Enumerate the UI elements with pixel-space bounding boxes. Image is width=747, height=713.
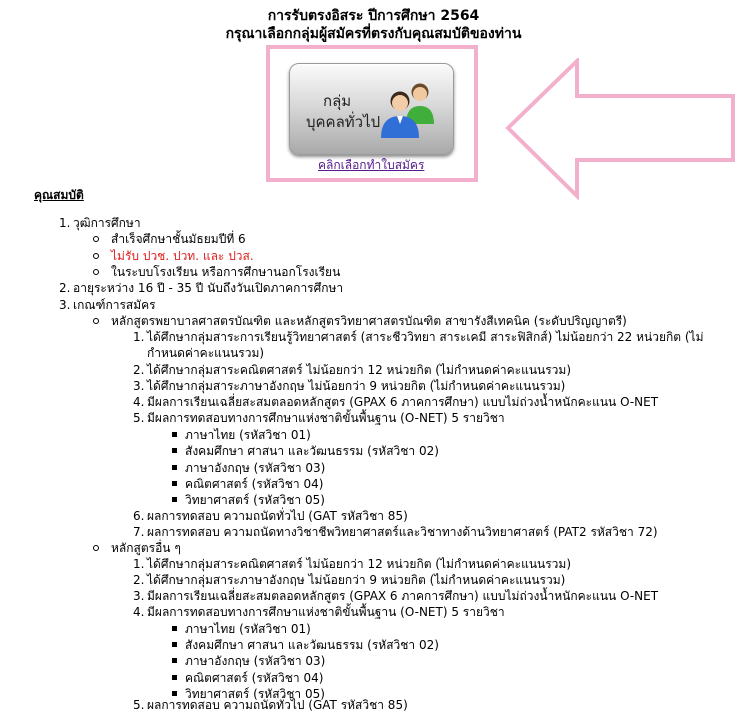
list-number-1: 1. — [59, 216, 71, 230]
title-line-1: การรับตรงอิสระ ปีการศึกษา 2564 — [267, 8, 480, 24]
bullet — [172, 432, 177, 437]
other-item-5: ผลการทดสอบ ความถนัดทั่วไป (GAT รหัสวิชา 85) — [147, 698, 408, 712]
nursing-item-1-cont: กำหนดค่าคะแนนรวม) — [147, 346, 265, 360]
other-program-label: หลักสูตรอื่น ๆ — [111, 541, 181, 555]
bullet — [93, 269, 99, 275]
other-onet-4: คณิตศาสตร์ (รหัสวิชา 04) — [185, 671, 324, 685]
nursing-item-7: ผลการทดสอบ ความถนัดทางวิชาชีพวิทยาศาสตร์และวิชาทางด้านวิทยาศาสตร์ (PAT2 รหัสวิชา 72) — [147, 525, 658, 539]
nursing-onet-3: ภาษาอังกฤษ (รหัสวิชา 03) — [185, 461, 326, 475]
other-onet-2: สังคมศึกษา ศาสนา และวัฒนธรรม (รหัสวิชา 02) — [185, 638, 439, 652]
nursing-item-4: มีผลการเรียนเฉลี่ยสะสมตลอดหลักสูตร (GPAX 6 ภาคการศึกษา) แบบไม่ถ่วงน้ำหนักคะแนน O-NET — [147, 395, 659, 409]
bullet — [172, 691, 177, 696]
bullet — [93, 318, 99, 324]
bullet — [93, 236, 99, 242]
left-arrow-icon — [505, 58, 737, 200]
page-title — [0, 7, 747, 43]
list-number: 6. — [133, 509, 145, 523]
other-onet-1: ภาษาไทย (รหัสวิชา 01) — [185, 622, 311, 636]
criteria-label: เกณฑ์การสมัคร — [73, 298, 156, 312]
education-item-2: ไม่รับ ปวช. ปวท. และ ปวส. — [111, 249, 254, 263]
group-button-line-1: กลุ่ม — [323, 92, 352, 110]
bullet — [172, 626, 177, 631]
nursing-onet-5: วิทยาศาสตร์ (รหัสวิชา 05) — [185, 493, 325, 507]
apply-link[interactable]: คลิกเลือกทำใบสมัคร — [318, 158, 425, 172]
qualifications-heading: คุณสมบัติ — [34, 188, 84, 202]
nursing-item-3: ได้ศึกษากลุ่มสาระภาษาอังกฤษ ไม่น้อยกว่า 9 หน่วยกิต (ไม่กำหนดค่าคะแนนรวม) — [147, 379, 566, 393]
nursing-item-5: มีผลการทดสอบทางการศึกษาแห่งชาติขั้นพื้นฐาน (O-NET) 5 รายวิชา — [147, 411, 505, 425]
bullet — [172, 448, 177, 453]
nursing-program-label: หลักสูตรพยาบาลศาสตรบัณฑิต และหลักสูตรวิทยาศาสตรบัณฑิต สาขารังสีเทคนิค (ระดับปริญญาตรี) — [111, 314, 627, 328]
other-onet-3: ภาษาอังกฤษ (รหัสวิชา 03) — [185, 654, 326, 668]
list-number: 3. — [133, 589, 145, 603]
bullet — [172, 481, 177, 486]
nursing-onet-4: คณิตศาสตร์ (รหัสวิชา 04) — [185, 477, 324, 491]
list-number: 2. — [133, 573, 145, 587]
list-number: 4. — [133, 605, 145, 619]
list-number: 2. — [133, 363, 145, 377]
bullet — [172, 658, 177, 663]
other-item-1: ได้ศึกษากลุ่มสาระคณิตศาสตร์ ไม่น้อยกว่า 12 หน่วยกิต (ไม่กำหนดค่าคะแนนรวม) — [147, 557, 572, 571]
bullet — [93, 253, 99, 259]
list-number: 1. — [133, 557, 145, 571]
group-button-line-2: บุคคลทั่วไป — [306, 113, 381, 131]
education-item-1: สำเร็จศึกษาชั้นมัธยมปีที่ 6 — [111, 232, 246, 246]
other-item-4: มีผลการทดสอบทางการศึกษาแห่งชาติขั้นพื้นฐาน (O-NET) 5 รายวิชา — [147, 605, 505, 619]
bullet — [93, 545, 99, 551]
nursing-item-1: ได้ศึกษากลุ่มสาระการเรียนรู้วิทยาศาสตร์ (สาระชีววิทยา สาระเคมี สาระฟิสิกส์) ไม่น้อยกว่า 22 หน่วยกิต (ไม่ — [147, 330, 704, 344]
nursing-item-6: ผลการทดสอบ ความถนัดทั่วไป (GAT รหัสวิชา 85) — [147, 509, 408, 523]
list-number: 5. — [133, 411, 145, 425]
title-line-2: กรุณาเลือกกลุ่มผู้สมัครที่ตรงกับคุณสมบัติของท่าน — [225, 26, 522, 42]
other-item-2: ได้ศึกษากลุ่มสาระภาษาอังกฤษ ไม่น้อยกว่า 9 หน่วยกิต (ไม่กำหนดค่าคะแนนรวม) — [147, 573, 566, 587]
education-item-3: ในระบบโรงเรียน หรือการศึกษานอกโรงเรียน — [111, 265, 341, 279]
people-icon — [376, 80, 446, 142]
nursing-onet-1: ภาษาไทย (รหัสวิชา 01) — [185, 428, 311, 442]
other-item-3: มีผลการเรียนเฉลี่ยสะสมตลอดหลักสูตร (GPAX 6 ภาคการศึกษา) แบบไม่ถ่วงน้ำหนักคะแนน O-NET — [147, 589, 659, 603]
general-public-group-button[interactable] — [289, 63, 454, 155]
education-label: วุฒิการศึกษา — [73, 216, 141, 230]
other-onet-5: วิทยาศาสตร์ (รหัสวิชา 05) — [185, 687, 325, 701]
list-number-3: 3. — [59, 298, 71, 312]
list-number: 5. — [133, 698, 145, 712]
list-number: 4. — [133, 395, 145, 409]
list-number: 1. — [133, 330, 145, 344]
list-number: 7. — [133, 525, 145, 539]
nursing-onet-2: สังคมศึกษา ศาสนา และวัฒนธรรม (รหัสวิชา 02) — [185, 444, 439, 458]
list-number: 3. — [133, 379, 145, 393]
bullet — [172, 465, 177, 470]
list-number-2: 2. — [59, 281, 71, 295]
nursing-item-2: ได้ศึกษากลุ่มสาระคณิตศาสตร์ ไม่น้อยกว่า 12 หน่วยกิต (ไม่กำหนดค่าคะแนนรวม) — [147, 363, 572, 377]
bullet — [172, 675, 177, 680]
bullet — [172, 642, 177, 647]
bullet — [172, 497, 177, 502]
age-requirement: อายุระหว่าง 16 ปี - 35 ปี นับถึงวันเปิดภาคการศึกษา — [73, 281, 344, 295]
